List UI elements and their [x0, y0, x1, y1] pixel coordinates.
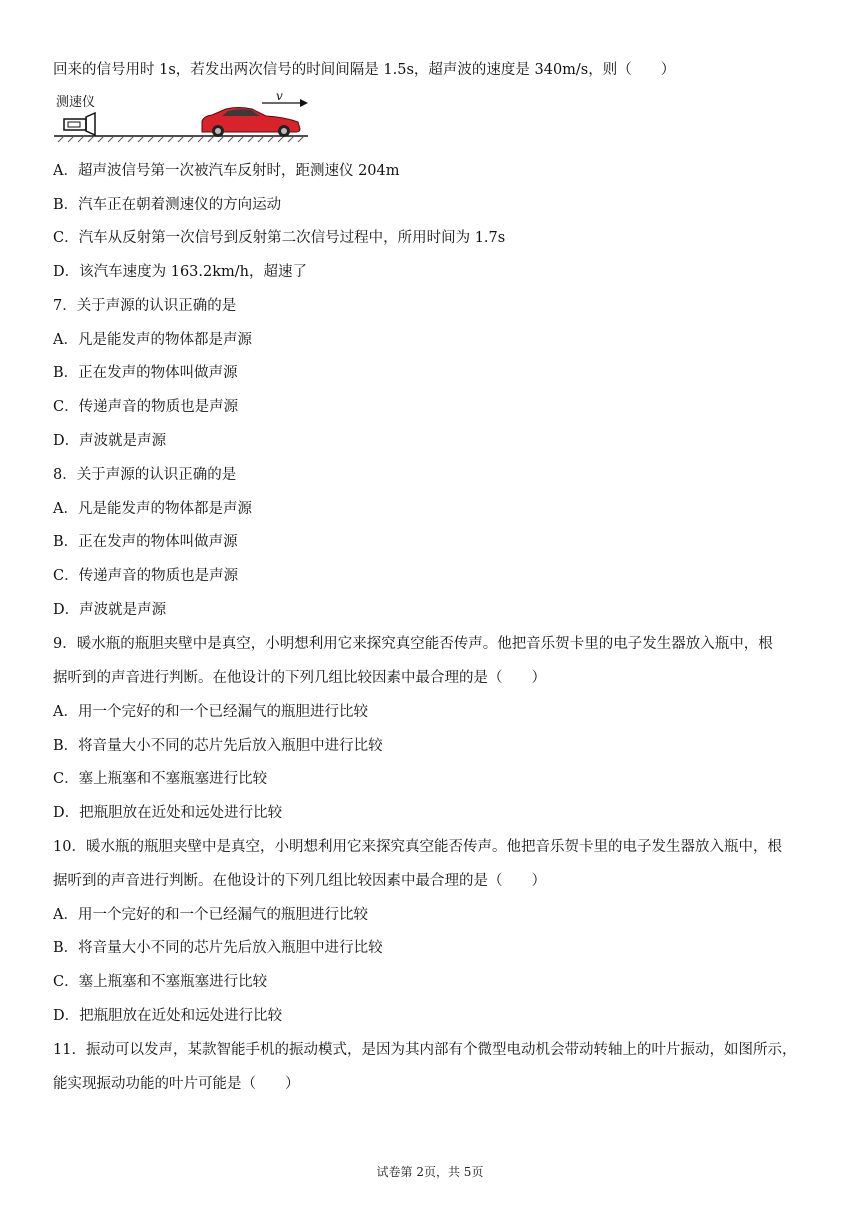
velocity-symbol: v — [276, 92, 283, 103]
page-footer: 试卷第 2页，共 5页 — [376, 1165, 484, 1179]
q6-option-b: B．汽车正在朝着测速仪的方向运动 — [53, 197, 282, 213]
q10-option-b: B．将音量大小不同的芯片先后放入瓶胆中进行比较 — [53, 940, 383, 956]
q9-stem-line1: 9．暖水瓶的瓶胆夹壁中是真空，小明想利用它来探究真空能否传声。他把音乐贺卡里的电子发生器放入瓶中，根 — [53, 636, 773, 652]
q10-option-c: C．塞上瓶塞和不塞瓶塞进行比较 — [53, 974, 268, 990]
q9-option-b: B．将音量大小不同的芯片先后放入瓶胆中进行比较 — [53, 738, 383, 754]
q10-stem-line1: 10．暖水瓶的瓶胆夹壁中是真空，小明想利用它来探究真空能否传声。他把音乐贺卡里的电子发生器放入瓶中，根 — [53, 839, 782, 855]
speed-meter-label: 测速仪 — [56, 95, 96, 110]
q7-option-a: A．凡是能发声的物体都是声源 — [53, 332, 252, 348]
q10-option-a: A．用一个完好的和一个已经漏气的瓶胆进行比较 — [53, 907, 368, 923]
q6-stem-continuation: 回来的信号用时 1s，若发出两次信号的时间间隔是 1.5s，超声波的速度是 340m/s，则（ ） — [53, 62, 676, 78]
q9-stem-line2: 据听到的声音进行判断。在他设计的下列几组比较因素中最合理的是（ ） — [53, 670, 546, 686]
q8-option-c: C．传递声音的物质也是声源 — [53, 568, 239, 584]
q9-option-a: A．用一个完好的和一个已经漏气的瓶胆进行比较 — [53, 704, 368, 720]
speed-meter-diagram — [52, 92, 312, 144]
q8-option-d: D．声波就是声源 — [53, 602, 167, 618]
q7-stem: 7．关于声源的认识正确的是 — [53, 298, 237, 314]
q7-option-d: D．声波就是声源 — [53, 433, 167, 449]
q8-stem: 8．关于声源的认识正确的是 — [53, 467, 237, 483]
q11-stem-line2: 能实现振动功能的叶片可能是（ ） — [53, 1076, 300, 1092]
q9-option-c: C．塞上瓶塞和不塞瓶塞进行比较 — [53, 771, 268, 787]
speed-meter-figure — [52, 92, 312, 144]
q10-stem-line2: 据听到的声音进行判断。在他设计的下列几组比较因素中最合理的是（ ） — [53, 873, 546, 889]
q6-option-c: C．汽车从反射第一次信号到反射第二次信号过程中，所用时间为 1.7s — [53, 230, 506, 246]
q8-option-a: A．凡是能发声的物体都是声源 — [53, 501, 252, 517]
q8-option-b: B．正在发声的物体叫做声源 — [53, 534, 238, 550]
q6-option-a: A．超声波信号第一次被汽车反射时，距测速仪 204m — [53, 163, 400, 179]
red-car-icon — [202, 108, 300, 138]
q7-option-c: C．传递声音的物质也是声源 — [53, 399, 239, 415]
q10-option-d: D．把瓶胆放在近处和远处进行比较 — [53, 1008, 283, 1024]
q7-option-b: B．正在发声的物体叫做声源 — [53, 365, 238, 381]
q6-option-d: D．该汽车速度为 163.2km/h，超速了 — [53, 264, 308, 280]
speed-meter-device — [64, 119, 86, 130]
q9-option-d: D．把瓶胆放在近处和远处进行比较 — [53, 805, 283, 821]
q11-stem-line1: 11．振动可以发声，某款智能手机的振动模式，是因为其内部有个微型电动机会带动转轴上的叶片振动，如图所示， — [53, 1042, 797, 1058]
